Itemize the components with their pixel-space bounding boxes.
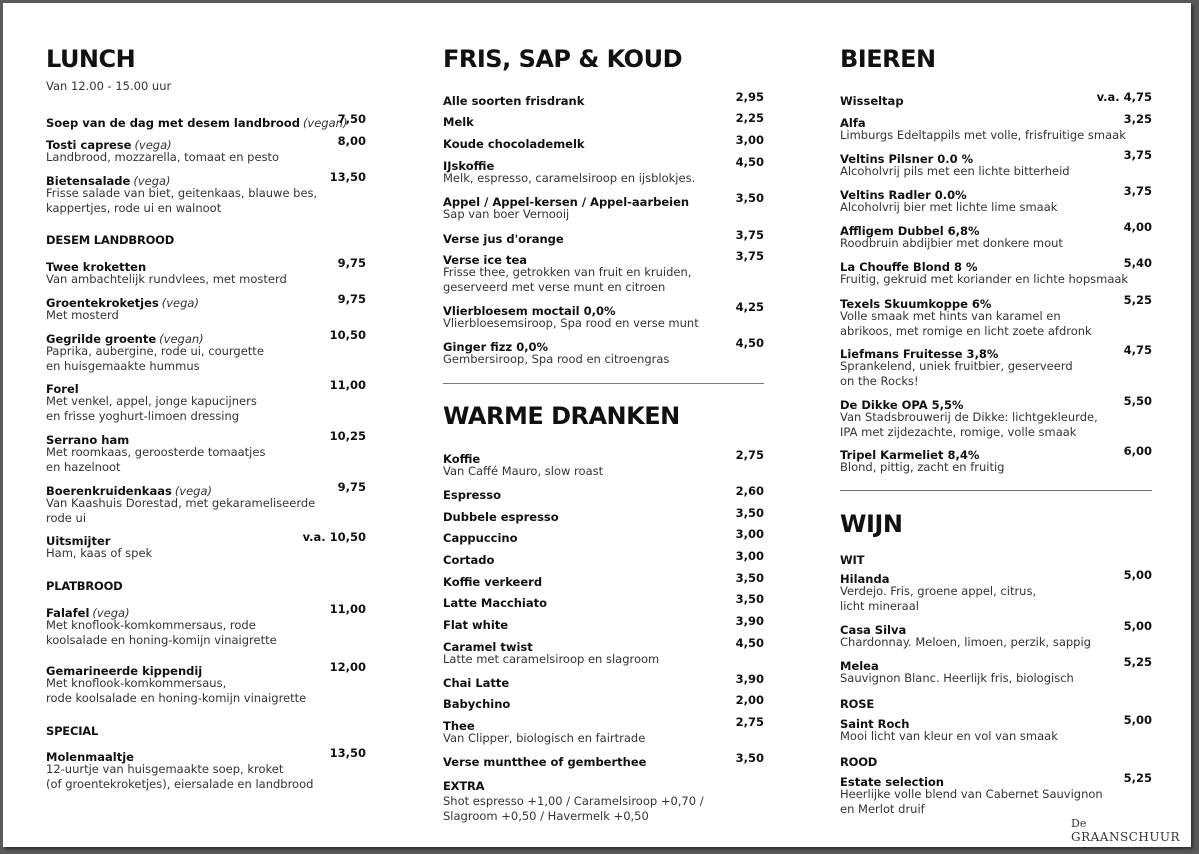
item-description: koolsalade en honing-komijn vinaigrette xyxy=(46,632,277,647)
item-name: Veltins Pilsner 0.0 % xyxy=(840,152,974,166)
item-description: Met venkel, appel, jonge kapucijners xyxy=(46,394,257,408)
extra-title: EXTRA xyxy=(443,779,485,793)
item-description: Fruitig, gekruid met koriander en lichte hopsmaak xyxy=(840,272,1129,286)
menu-item xyxy=(840,568,1152,613)
menu-item-row xyxy=(840,90,1152,106)
item-price: 13,50 xyxy=(329,746,366,760)
item-description: Landbrood, mozzarella, tomaat en pesto xyxy=(46,150,280,164)
item-description: en Merlot druif xyxy=(840,801,925,816)
menu-item-row xyxy=(443,614,764,630)
item-name: Affligem Dubbel 6,8% xyxy=(840,224,980,238)
item-name: Koffie xyxy=(443,452,481,466)
item-name: Estate selection xyxy=(840,775,944,789)
menu-item xyxy=(46,480,366,525)
item-name: Casa Silva xyxy=(840,623,907,637)
menu-item-row xyxy=(46,429,366,445)
menu-item xyxy=(443,614,764,630)
item-description: Van Kaashuis Dorestad, met gekarameliseerde xyxy=(46,496,316,510)
menu-item-row xyxy=(46,530,366,546)
item-price: 4,25 xyxy=(735,300,764,314)
menu-item xyxy=(46,602,366,647)
item-price: 2,00 xyxy=(735,693,764,707)
menu-item xyxy=(46,429,366,474)
divider xyxy=(840,490,1152,491)
menu-item xyxy=(46,256,366,287)
menu-item xyxy=(443,751,764,767)
menu-item xyxy=(443,484,764,500)
item-price: 4,50 xyxy=(735,155,764,169)
menu-item-row xyxy=(840,112,1152,128)
desem-title: DESEM LANDBROOD xyxy=(46,233,175,247)
menu-item-row xyxy=(443,636,764,652)
menu-item-row xyxy=(840,655,1152,671)
item-description: Chardonnay. Meloen, limoen, perzik, sappig xyxy=(840,635,1091,649)
menu-item-row xyxy=(46,480,366,496)
item-price: 3,75 xyxy=(735,249,764,263)
item-description: on the Rocks! xyxy=(840,373,919,388)
menu-item xyxy=(443,228,764,244)
menu-item-row xyxy=(840,293,1152,309)
item-name: Molenmaaltje xyxy=(46,750,134,764)
item-name: Melea xyxy=(840,659,879,673)
item-description: Paprika, aubergine, rode ui, courgette xyxy=(46,344,264,358)
menu-item xyxy=(443,636,764,667)
item-description: rode ui xyxy=(46,510,87,525)
item-description: Alcoholvrij bier met lichte lime smaak xyxy=(840,200,1058,214)
warm-title: WARME DRANKEN xyxy=(443,402,680,430)
menu-item xyxy=(443,448,764,479)
item-name: Uitsmijter xyxy=(46,534,111,548)
menu-item xyxy=(840,220,1152,251)
item-note: (vegan) xyxy=(302,116,348,130)
menu-item xyxy=(443,715,764,746)
menu-item xyxy=(443,506,764,522)
menu-item-row xyxy=(840,619,1152,635)
item-description: 12-uurtje van huisgemaakte soep, kroket xyxy=(46,762,284,776)
item-description: Frisse thee, getrokken van fruit en kruiden, xyxy=(443,265,692,279)
item-price: 7,50 xyxy=(337,112,366,126)
menu-item xyxy=(443,300,764,331)
item-price: 5,25 xyxy=(1123,293,1152,307)
menu-page xyxy=(3,3,1191,847)
menu-item xyxy=(840,90,1152,106)
extra-line-2: Slagroom +0,50 / Havermelk +0,50 xyxy=(443,808,649,823)
menu-item xyxy=(46,746,366,791)
menu-item-row xyxy=(443,90,764,106)
item-name: Falafel xyxy=(46,606,90,620)
item-name: Koffie verkeerd xyxy=(443,575,543,589)
menu-item xyxy=(443,527,764,543)
item-name: Melk xyxy=(443,115,474,129)
item-price: 5,00 xyxy=(1123,713,1152,727)
item-name: Dubbele espresso xyxy=(443,510,559,524)
item-price: 3,00 xyxy=(735,527,764,541)
item-name: Verse muntthee of gemberthee xyxy=(443,755,647,769)
menu-item xyxy=(840,148,1152,179)
menu-item-row xyxy=(840,394,1152,410)
item-name: Hilanda xyxy=(840,572,890,586)
item-price: 4,50 xyxy=(735,636,764,650)
item-price: 3,50 xyxy=(735,506,764,520)
item-name: La Chouffe Blond 8 % xyxy=(840,260,978,274)
menu-item xyxy=(840,619,1152,650)
menu-item xyxy=(443,155,764,186)
item-price: 3,50 xyxy=(735,191,764,205)
item-price: 12,00 xyxy=(329,660,366,674)
wit-title: WIT xyxy=(840,553,865,567)
item-description: geserveerd met verse munt en citroen xyxy=(443,279,666,294)
item-name: Vlierbloesem moctail 0,0% xyxy=(443,304,616,318)
item-name: Caramel twist xyxy=(443,640,533,654)
menu-item-row xyxy=(443,751,764,767)
menu-item-row xyxy=(840,220,1152,236)
menu-item xyxy=(443,191,764,222)
menu-item-row xyxy=(443,571,764,587)
item-description: Van Clipper, biologisch en fairtrade xyxy=(443,731,646,745)
menu-item xyxy=(46,660,366,705)
item-description: Blond, pittig, zacht en fruitig xyxy=(840,460,1005,474)
item-name: Twee kroketten xyxy=(46,260,147,274)
item-name: Koude chocolademelk xyxy=(443,137,585,151)
menu-item xyxy=(443,111,764,127)
menu-item xyxy=(840,293,1152,338)
menu-item-row xyxy=(46,256,366,272)
item-description: Sap van boer Vernooij xyxy=(443,207,570,221)
item-price: 10,25 xyxy=(329,429,366,443)
menu-item-row xyxy=(443,111,764,127)
item-name: Tosti caprese xyxy=(46,138,132,152)
item-description: Gembersiroop, Spa rood en citroengras xyxy=(443,352,670,366)
menu-item-row xyxy=(46,660,366,676)
logo-name: GRAANSCHUUR xyxy=(1071,830,1181,844)
wijn-title: WIJN xyxy=(840,510,903,538)
item-name: Tripel Karmeliet 8,4% xyxy=(840,448,980,462)
item-price: 9,75 xyxy=(337,480,366,494)
item-price: 13,50 xyxy=(329,170,366,184)
item-name: Liefmans Fruitesse 3,8% xyxy=(840,347,999,361)
menu-item-row xyxy=(46,112,366,128)
item-description: Van Caffé Mauro, slow roast xyxy=(443,464,604,478)
item-name: Alle soorten frisdrank xyxy=(443,94,585,108)
menu-item-row xyxy=(443,549,764,565)
item-price: 3,50 xyxy=(735,592,764,606)
menu-item-row xyxy=(46,602,366,618)
menu-item-row xyxy=(443,300,764,316)
item-description: (of groentekroketjes), eiersalade en landbrood xyxy=(46,776,314,791)
item-description: Heerlijke volle blend van Cabernet Sauvignon xyxy=(840,787,1103,801)
menu-item xyxy=(840,256,1152,287)
menu-item xyxy=(46,530,366,561)
menu-item-row xyxy=(443,448,764,464)
menu-item xyxy=(46,112,366,128)
menu-item-row xyxy=(840,444,1152,460)
menu-item-row xyxy=(840,343,1152,359)
item-price: 11,00 xyxy=(329,378,366,392)
menu-item xyxy=(443,249,764,294)
item-name: Groentekroketjes xyxy=(46,296,159,310)
menu-item-row xyxy=(46,746,366,762)
item-name: Cortado xyxy=(443,553,495,567)
item-description: Met mosterd xyxy=(46,308,119,322)
menu-item-row xyxy=(443,672,764,688)
item-price: 3,00 xyxy=(735,549,764,563)
menu-item xyxy=(840,112,1152,143)
item-note: (vega) xyxy=(134,138,172,152)
menu-item-row xyxy=(443,249,764,265)
lunch-hours: Van 12.00 - 15.00 uur xyxy=(46,79,172,93)
item-note: (vegan) xyxy=(159,332,204,346)
menu-item-row xyxy=(443,228,764,244)
menu-item-row xyxy=(46,378,366,394)
item-name: Flat white xyxy=(443,618,509,632)
item-price: 8,00 xyxy=(337,134,366,148)
item-price: 3,00 xyxy=(735,133,764,147)
item-name: Chai Latte xyxy=(443,676,510,690)
item-price: 3,75 xyxy=(1123,184,1152,198)
platbrood-title: PLATBROOD xyxy=(46,579,123,593)
item-name: Boerenkruidenkaas xyxy=(46,484,172,498)
item-name: Gemarineerde kippendij xyxy=(46,664,203,678)
item-name: Appel / Appel-kersen / Appel-aarbeien xyxy=(443,195,690,209)
lunch-title: LUNCH xyxy=(46,45,136,73)
item-name: Verse jus d'orange xyxy=(443,232,564,246)
menu-item-row xyxy=(443,715,764,731)
menu-item-row xyxy=(46,170,366,186)
item-description: Met knoflook-komkommersaus, xyxy=(46,676,227,690)
item-name: Cappuccino xyxy=(443,531,518,545)
graanschuur-logo xyxy=(1071,816,1191,844)
item-price: 4,75 xyxy=(1123,343,1152,357)
menu-item xyxy=(443,592,764,608)
item-name: Forel xyxy=(46,382,79,396)
bieren-title: BIEREN xyxy=(840,45,936,73)
menu-item-row xyxy=(443,527,764,543)
item-note: (vega) xyxy=(174,484,213,498)
menu-item-row xyxy=(840,256,1152,272)
item-description: Frisse salade van biet, geitenkaas, blauwe bes, xyxy=(46,186,318,200)
item-price: 5,25 xyxy=(1123,655,1152,669)
item-name: Soep van de dag met desem landbrood xyxy=(46,116,300,130)
item-price: 9,75 xyxy=(337,256,366,270)
menu-item-row xyxy=(840,148,1152,164)
item-description: rode koolsalade en honing-komijn vinaigrette xyxy=(46,690,307,705)
item-price: 3,90 xyxy=(735,672,764,686)
item-description: Van Stadsbrouwerij de Dikke: lichtgekleurde, xyxy=(840,410,1098,424)
item-name: De Dikke OPA 5,5% xyxy=(840,398,964,412)
item-description: Alcoholvrij pils met een lichte bitterheid xyxy=(840,164,1070,178)
menu-item xyxy=(840,444,1152,475)
menu-item-row xyxy=(443,336,764,352)
menu-item xyxy=(46,328,366,373)
item-price: 2,75 xyxy=(735,448,764,462)
item-name: Veltins Radler 0.0% xyxy=(840,188,967,202)
item-description: Ham, kaas of spek xyxy=(46,546,153,560)
menu-item xyxy=(840,184,1152,215)
item-description: licht mineraal xyxy=(840,598,919,613)
menu-item xyxy=(46,378,366,423)
item-price: 4,50 xyxy=(735,336,764,350)
item-description: Sauvignon Blanc. Heerlijk fris, biologisch xyxy=(840,671,1074,685)
menu-item-row xyxy=(443,484,764,500)
menu-item xyxy=(443,571,764,587)
menu-item xyxy=(840,343,1152,388)
item-name: Latte Macchiato xyxy=(443,596,548,610)
item-description: Verdejo. Fris, groene appel, citrus, xyxy=(840,584,1037,598)
menu-item xyxy=(46,292,366,323)
menu-item xyxy=(443,90,764,106)
special-title: SPECIAL xyxy=(46,724,99,738)
item-description: Van ambachtelijk rundvlees, met mosterd xyxy=(46,272,287,286)
item-name: Wisseltap xyxy=(840,94,904,108)
item-price: 2,95 xyxy=(735,90,764,104)
menu-item xyxy=(840,394,1152,439)
item-description: en huisgemaakte hummus xyxy=(46,358,200,373)
item-price: 5,25 xyxy=(1123,771,1152,785)
menu-item xyxy=(840,713,1152,744)
item-price: 5,00 xyxy=(1123,568,1152,582)
item-price: 10,50 xyxy=(329,328,366,342)
menu-item xyxy=(443,549,764,565)
item-price: 2,75 xyxy=(735,715,764,729)
menu-item-row xyxy=(443,506,764,522)
item-price: 4,00 xyxy=(1123,220,1152,234)
item-description: IPA met zijdezachte, romige, volle smaak xyxy=(840,424,1077,439)
menu-item-row xyxy=(443,133,764,149)
item-price: 5,00 xyxy=(1123,619,1152,633)
menu-item xyxy=(840,771,1152,816)
item-name: Texels Skuumkoppe 6% xyxy=(840,297,992,311)
item-price: 9,75 xyxy=(337,292,366,306)
item-description: Volle smaak met hints van karamel en xyxy=(840,309,1061,323)
item-price: v.a. 4,75 xyxy=(1096,90,1152,104)
item-note: (vega) xyxy=(161,296,199,310)
menu-item-row xyxy=(46,292,366,308)
menu-item-row xyxy=(46,328,366,344)
item-price: 2,25 xyxy=(735,111,764,125)
menu-item xyxy=(443,693,764,709)
item-description: en hazelnoot xyxy=(46,459,121,474)
menu-item-row xyxy=(443,592,764,608)
item-name: Babychino xyxy=(443,697,511,711)
menu-item-row xyxy=(840,568,1152,584)
item-price: 2,60 xyxy=(735,484,764,498)
menu-item-row xyxy=(840,713,1152,729)
item-name: Saint Roch xyxy=(840,717,910,731)
item-name: Bietensalade xyxy=(46,174,131,188)
item-name: Gegrilde groente xyxy=(46,332,157,346)
item-name: Thee xyxy=(443,719,475,733)
item-price: 3,50 xyxy=(735,571,764,585)
item-name: Serrano ham xyxy=(46,433,130,447)
menu-item xyxy=(840,655,1152,686)
menu-item xyxy=(443,336,764,367)
item-description: Met roomkaas, geroosterde tomaatjes xyxy=(46,445,266,459)
menu-item-row xyxy=(840,771,1152,787)
logo-prefix: De xyxy=(1071,817,1087,830)
item-description: Met knoflook-komkommersaus, rode xyxy=(46,618,256,632)
menu-item-row xyxy=(840,184,1152,200)
item-price: v.a. 10,50 xyxy=(302,530,366,544)
item-description: kappertjes, rode ui en walnoot xyxy=(46,200,222,215)
item-price: 3,50 xyxy=(735,751,764,765)
item-description: Limburgs Edeltappils met volle, frisfruitige smaak xyxy=(840,128,1126,142)
item-name: IJskoffie xyxy=(443,159,495,173)
item-price: 3,25 xyxy=(1123,112,1152,126)
menu-item-row xyxy=(443,155,764,171)
item-name: Espresso xyxy=(443,488,501,502)
menu-item-row xyxy=(443,693,764,709)
item-description: Latte met caramelsiroop en slagroom xyxy=(443,652,660,666)
item-price: 5,40 xyxy=(1123,256,1152,270)
item-price: 3,75 xyxy=(735,228,764,242)
item-note: (vega) xyxy=(133,174,171,188)
divider xyxy=(443,383,764,384)
item-name: Alfa xyxy=(840,116,866,130)
menu-item xyxy=(46,134,366,165)
item-name: Verse ice tea xyxy=(443,253,528,267)
menu-item xyxy=(46,170,366,215)
rose-title: ROSE xyxy=(840,697,874,711)
fris-title: FRIS, SAP & KOUD xyxy=(443,45,682,73)
item-description: Roodbruin abdijbier met donkere mout xyxy=(840,236,1063,250)
item-description: Melk, espresso, caramelsiroop en ijsblokjes. xyxy=(443,171,696,185)
menu-item-row xyxy=(443,191,764,207)
item-description: Mooi licht van kleur en vol van smaak xyxy=(840,729,1058,743)
menu-item xyxy=(443,133,764,149)
item-description: en frisse yoghurt-limoen dressing xyxy=(46,408,240,423)
item-price: 11,00 xyxy=(329,602,366,616)
menu-item xyxy=(443,672,764,688)
item-price: 5,50 xyxy=(1123,394,1152,408)
item-description: abrikoos, met romige en licht zoete afdronk xyxy=(840,323,1092,338)
item-price: 6,00 xyxy=(1123,444,1152,458)
item-price: 3,90 xyxy=(735,614,764,628)
extra-line-1: Shot espresso +1,00 / Caramelsiroop +0,70 / xyxy=(443,794,704,808)
item-note: (vega) xyxy=(92,606,130,620)
menu-item-row xyxy=(46,134,366,150)
item-description: Sprankelend, uniek fruitbier, geserveerd xyxy=(840,359,1073,373)
item-price: 3,75 xyxy=(1123,148,1152,162)
item-description: Vlierbloesemsiroop, Spa rood en verse munt xyxy=(443,316,699,330)
rood-title: ROOD xyxy=(840,755,878,769)
item-name: Ginger fizz 0,0% xyxy=(443,340,549,354)
